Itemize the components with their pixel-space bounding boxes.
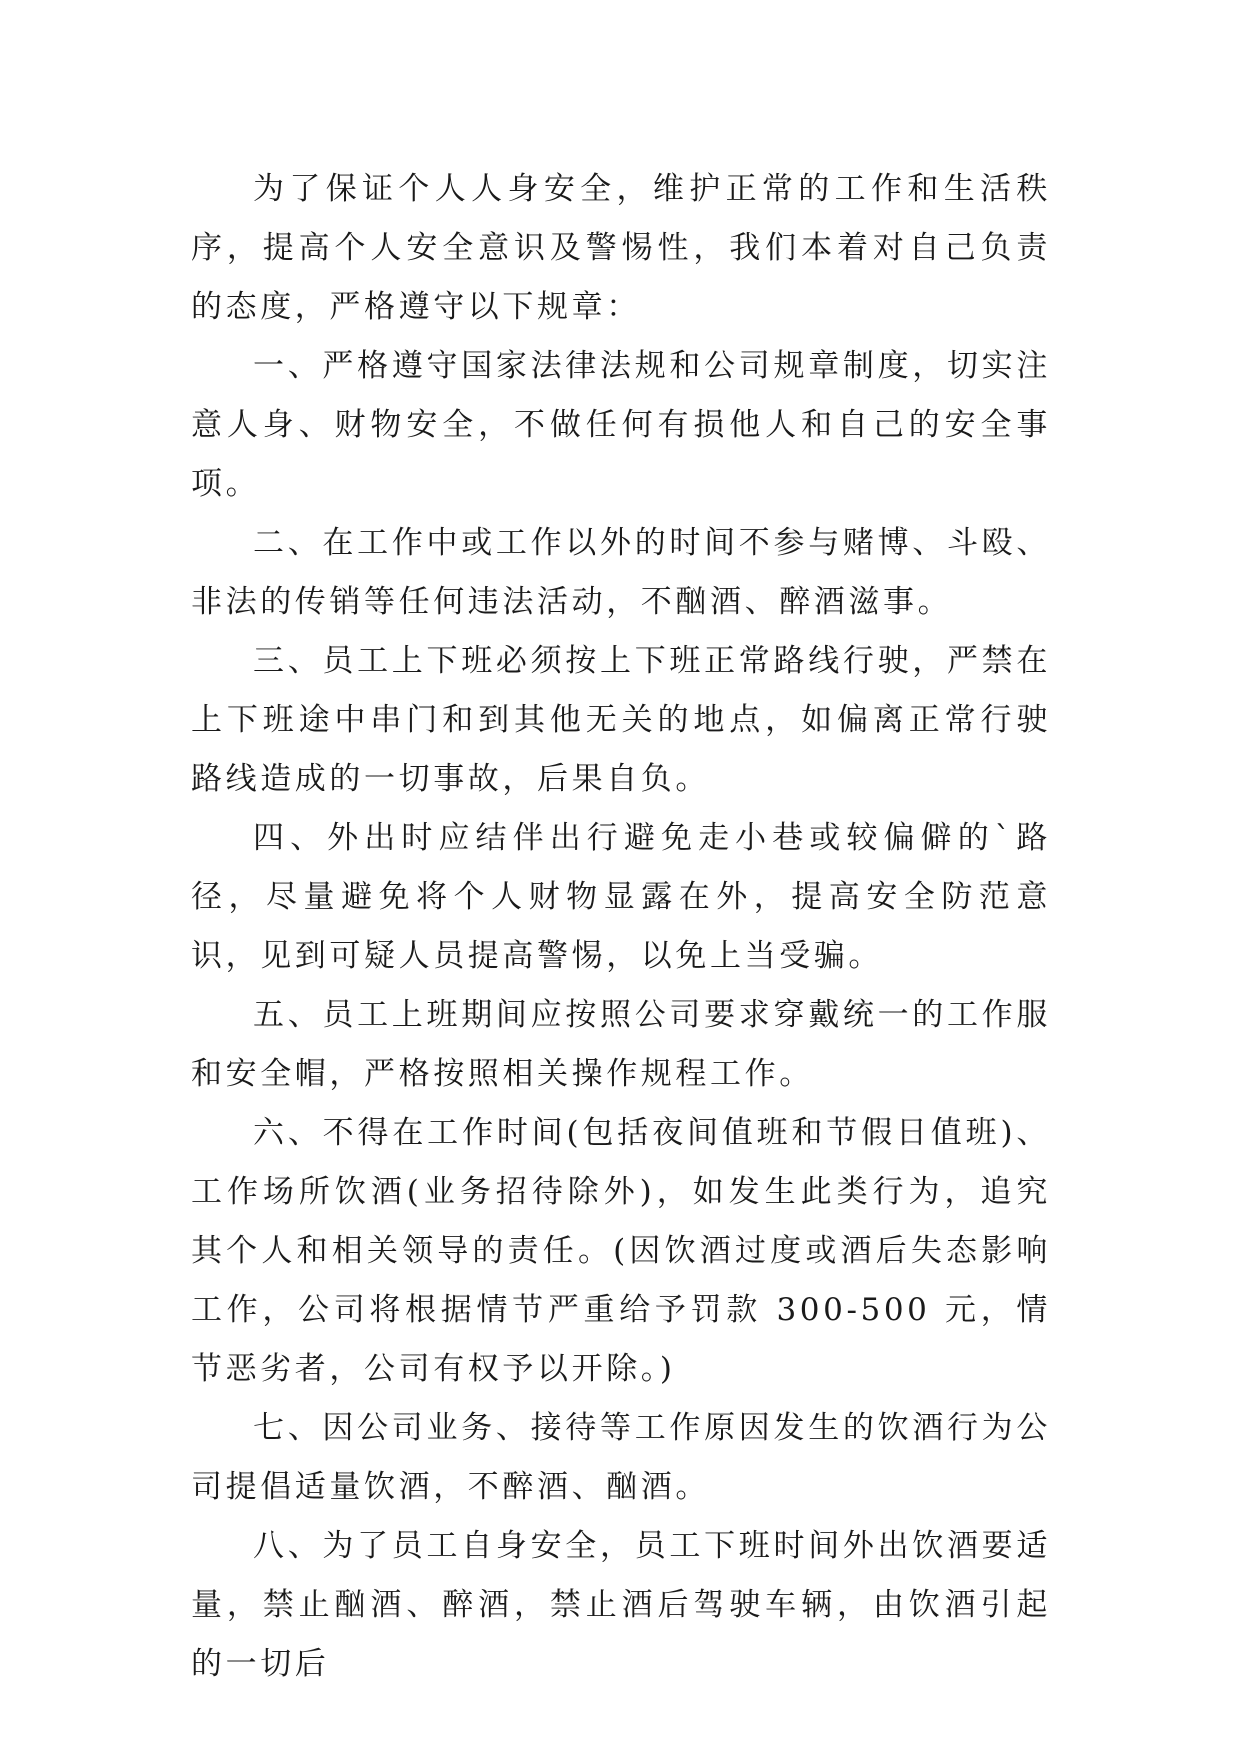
- rule-paragraph-4: 四、外出时应结伴出行避免走小巷或较偏僻的`路径，尽量避免将个人财物显露在外，提高安全防范意识，见到可疑人员提高警惕，以免上当受骗。: [191, 820, 1051, 974]
- rule-paragraph-3: 三、员工上下班必须按上下班正常路线行驶，严禁在上下班途中串门和到其他无关的地点，如偏离正常行驶路线造成的一切事故，后果自负。: [191, 643, 1051, 797]
- rule-paragraph-8: 八、为了员工自身安全，员工下班时间外出饮酒要适量，禁止酗酒、醉酒，禁止酒后驾驶车辆，由饮酒引起的一切后: [191, 1528, 1051, 1682]
- rule-paragraph-2: 二、在工作中或工作以外的时间不参与赌博、斗殴、非法的传销等任何违法活动，不酗酒、醉酒滋事。: [191, 525, 1051, 620]
- rule-paragraph-7: 七、因公司业务、接待等工作原因发生的饮酒行为公司提倡适量饮酒，不醉酒、酗酒。: [191, 1410, 1051, 1505]
- rule-paragraph-1: 一、严格遵守国家法律法规和公司规章制度，切实注意人身、财物安全，不做任何有损他人和自己的安全事项。: [191, 348, 1051, 502]
- rule-paragraph-5: 五、员工上班期间应按照公司要求穿戴统一的工作服和安全帽，严格按照相关操作规程工作。: [191, 997, 1051, 1092]
- intro-paragraph: 为了保证个人人身安全，维护正常的工作和生活秩序，提高个人安全意识及警惕性，我们本着对自己负责的态度，严格遵守以下规章：: [191, 171, 1051, 325]
- document-body: [191, 160, 1051, 1694]
- rule-paragraph-6: 六、不得在工作时间(包括夜间值班和节假日值班)、工作场所饮酒(业务招待除外)，如发生此类行为，追究其个人和相关领导的责任。(因饮酒过度或酒后失态影响工作，公司将根据情节严重给予罚款 300-500 元，情节恶劣者，公司有权予以开除。): [191, 1115, 1051, 1387]
